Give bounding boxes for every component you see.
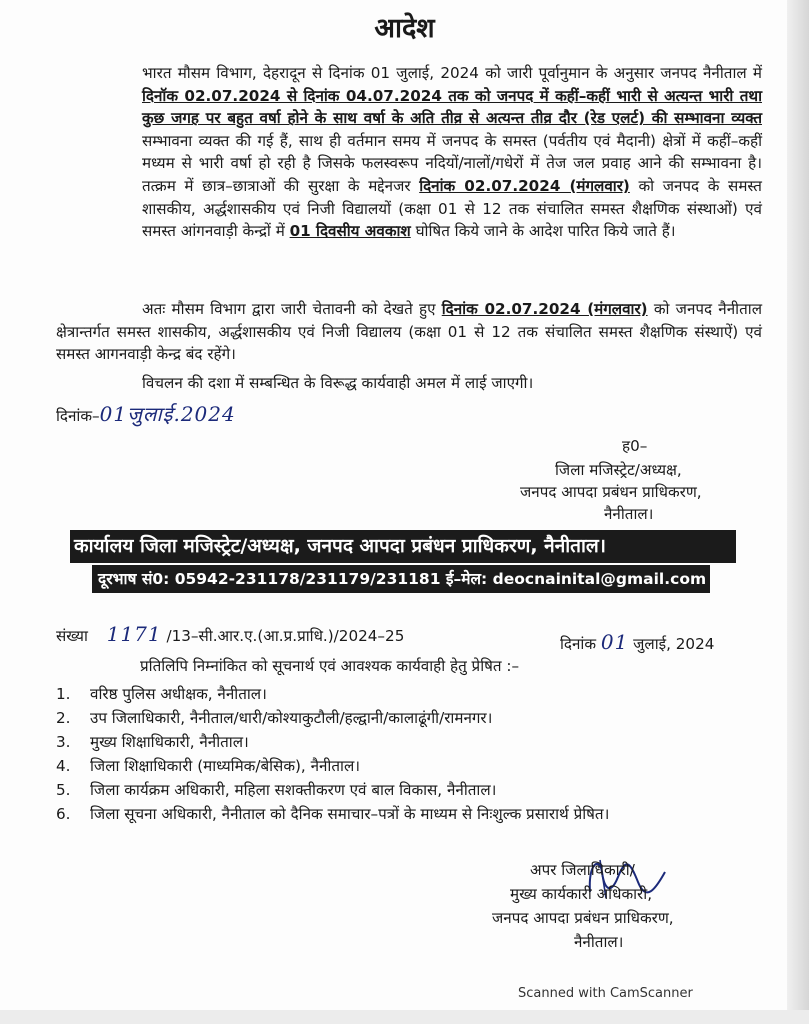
sign1-line2: जिला मजिस्ट्रेट/अध्यक्ष, [555, 461, 682, 479]
order-body [56, 62, 762, 243]
para2-text-a: अतः मौसम विभाग द्वारा जारी चेतावनी को देखते हुए [142, 300, 442, 318]
paragraph-3: विचलन की दशा में सम्बन्धित के विरूद्ध कार्यवाही अमल में लाई जाएगी। [142, 374, 534, 392]
para1-text-b: सम्भावना व्यक्त की गई हैं, साथ ही वर्तमान समय में जनपद के समस्त (पर्वतीय एवं मैदानी) क्षेत्रों में कहीं–कहीं मध्यम से भारी वर्षा हो रही है जिसके फलस्वरूप नदियों/नालों/गधेरों में तेज जल प्रवाह आने की सम्भावना है। तत्क्रम में छात्र–छात्राओं की सुरक्षा के मद्देनजर [142, 131, 762, 195]
sign1-line1: ह0– [622, 437, 648, 455]
list-item: 1. वरिष्ठ पुलिस अधीक्षक, नैनीताल। [56, 685, 267, 703]
reference-number: संख्या 1171 /13–सी.आर.ए.(आ.प्र.प्राधि.)/2024–25 [56, 622, 405, 646]
para1-underline-holiday: 01 दिवसीय अवकाश [289, 222, 411, 241]
handwritten-ref-date: 01 [600, 630, 629, 654]
order-date [56, 400, 236, 427]
list-item: 5. जिला कार्यक्रम अधिकारी, महिला सशक्तीकरण एवं बाल विकास, नैनीताल। [56, 781, 497, 799]
copy-intro: प्रतिलिपि निम्नांकित को सूचनार्थ एवं आवश्यक कार्यवाही हेतु प्रेषित :– [140, 657, 520, 675]
list-item: 6. जिला सूचना अधिकारी, नैनीताल को दैनिक समाचार–पत्रों के माध्यम से निःशुल्क प्रसारार्थ प्रेषित। [56, 805, 610, 823]
office-banner: कार्यालय जिला मजिस्ट्रेट/अध्यक्ष, जनपद आपदा प्रबंधन प्राधिकरण, नैनीताल। [70, 530, 736, 563]
para1-text-a: भारत मौसम विभाग, देहरादून से दिनांक 01 जुलाई, 2024 को जारी पूर्वानुमान के अनुसार जनपद नैनीताल में [142, 64, 762, 82]
para1-underline-date: दिनांक 02.07.2024 (मंगलवार) [419, 176, 630, 195]
list-item: 2. उप जिलाधिकारी, नैनीताल/धारी/कोश्याकुटौली/हल्द्वानी/कालाढूंगी/रामनगर। [56, 709, 493, 727]
sign1-line4: नैनीताल। [604, 505, 654, 523]
sign2-line1: अपर जिलाधिकारी/ [530, 861, 635, 879]
handwritten-ref: 1171 [106, 622, 162, 646]
para1-text-c: को जनपद के समस्त शासकीय, अर्द्धशासकीय एवं निजी विद्यालयों (कक्षा 01 से 12 तक संचालित समस्त शैक्षणिक संस्थाओं) एवं समस्त आंगनवाड़ी केन्द्रों में [142, 176, 762, 241]
sign2-line3: जनपद आपदा प्रबंधन प्राधिकरण, [492, 909, 674, 927]
para1-text-d: घोषित किये जाने के आदेश पारित किये जाते हैं। [410, 222, 676, 241]
page-edge-shadow [787, 0, 809, 1024]
para1-underline-forecast: दिनॉक 02.07.2024 से दिनांक 04.07.2024 तक को जनपद में कहीं–कहीं भारी से अत्यन्त भारी तथा कुछ जगह पर बहुत वर्षा होने के साथ वर्षा के अति तीव्र से अत्यन्त तीव्र दौर (रेड एलर्ट) की सम्भावना व्यक्त [142, 86, 762, 128]
paragraph-2 [56, 298, 762, 366]
handwritten-date: 01जुलाई.2024 [99, 402, 236, 426]
list-item: 3. मुख्य शिक्षाधिकारी, नैनीताल। [56, 733, 249, 751]
date-label: दिनांक– [56, 407, 100, 425]
para2-text-b: को जनपद नैनीताल क्षेत्रान्तर्गत समस्त शासकीय, अर्द्धशासकीय एवं निजी विद्यालय (कक्षा 01 से 12 तक संचालित समस्त शैक्षणिक संस्थाऐं) एवं समस्त आगनवाड़ी केन्द्र बंद रहेंगे। [56, 300, 762, 364]
sign1-line3: जनपद आपदा प्रबंधन प्राधिकरण, [520, 483, 702, 501]
sign2-line4: नैनीताल। [574, 933, 624, 951]
scanner-footer: Scanned with CamScanner [518, 986, 693, 1001]
sign2-line2: मुख्य कार्यकारी अधिकारी, [510, 885, 653, 903]
para2-underline-date: दिनांक 02.07.2024 (मंगलवार) [441, 300, 648, 318]
page-bottom-edge [0, 1010, 809, 1024]
order-title: आदेश [374, 13, 435, 44]
reference-date: दिनांक 01 जुलाई, 2024 [560, 630, 715, 654]
paragraph-1 [56, 62, 762, 243]
contact-banner: दूरभाष सं0: 05942-231178/231179/231181 ई–मेल: deocnainital@gmail.com [92, 565, 710, 593]
list-item: 4. जिला शिक्षाधिकारी (माध्यमिक/बेसिक), नैनीताल। [56, 757, 360, 775]
